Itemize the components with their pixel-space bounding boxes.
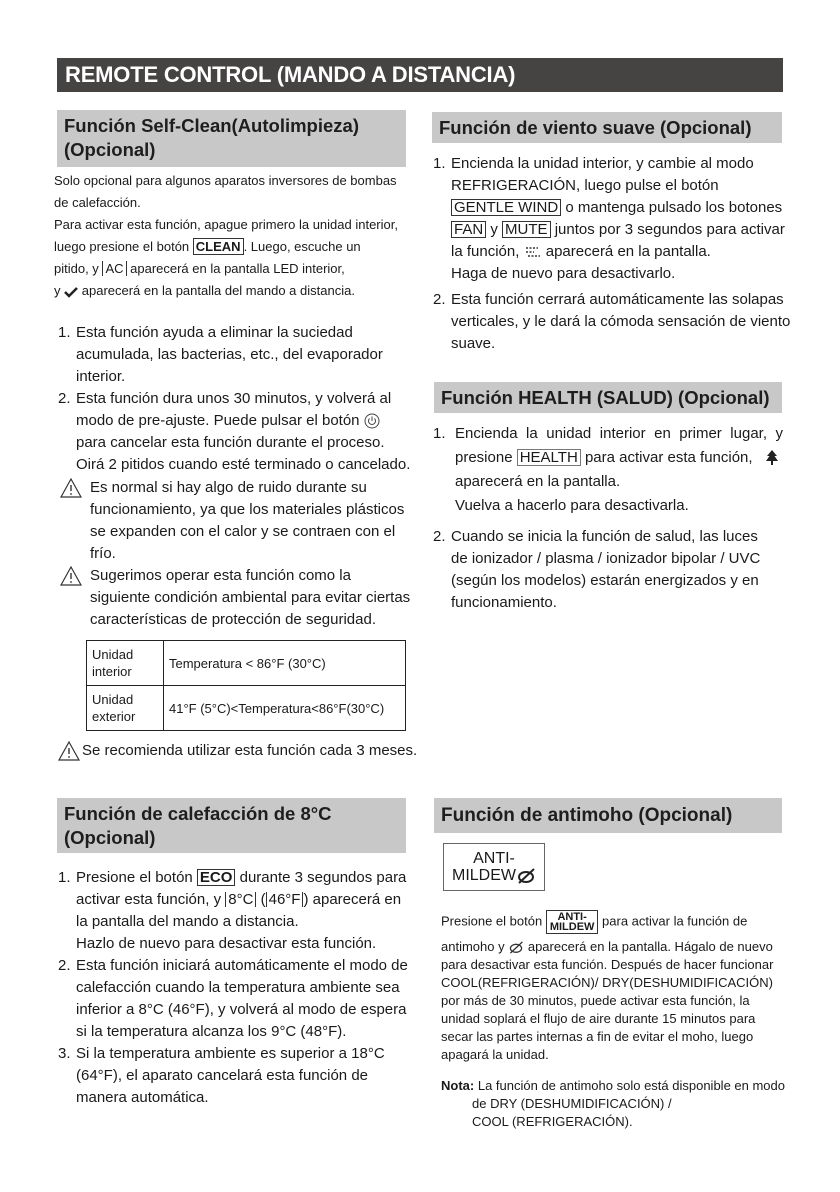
anti-mildew-badge: ANTI- MILDEW bbox=[443, 843, 545, 891]
gentle-wind-button-label: GENTLE WIND bbox=[451, 199, 561, 216]
table-cell-label: Unidad interior bbox=[87, 641, 164, 686]
list-item: 2. Cuando se inicia la función de salud, las luces de ionizador / plasma / ionizador bipolar / UVC (según los modelos) estarán energizados y en funcionamiento. bbox=[433, 528, 761, 611]
self-clean-subtitle: (Opcional) bbox=[64, 139, 156, 160]
list-item: 1. Encienda la unidad interior en primer lugar, y presione HEALTH para activar esta función, aparecerá en la pantalla. Vuelva a hacerlo para desactivarla. bbox=[433, 425, 783, 514]
page-banner: REMOTE CONTROL (MANDO A DISTANCIA) bbox=[57, 58, 783, 92]
conditions-table bbox=[86, 640, 406, 731]
list-item: 3. Si la temperatura ambiente es superior a 18°C (64°F), el aparato cancelará esta función de manera automática. bbox=[58, 1045, 385, 1106]
gentle-wind-icon bbox=[524, 245, 542, 259]
warning-note: Sugerimos operar esta función como la siguiente condición ambiental para evitar ciertas características de protección de seguridad. bbox=[58, 565, 418, 631]
list-item: 2. Esta función cerrará automáticamente las solapas verticales, y le dará la cómoda sensación de viento suave. bbox=[433, 291, 791, 352]
display-8c-icon: 8°C bbox=[225, 892, 256, 907]
eco-button-label: ECO bbox=[197, 869, 236, 886]
table-row bbox=[87, 641, 406, 686]
power-icon bbox=[364, 413, 380, 429]
antimildew-description: Presione el botón ANTI- MILDEW para activar la función de antimoho y aparecerá en la pantalla. Hágalo de nuevo para desactivar esta función. Después de hacer funcionar COOL(REFRIGERACIÓN)/ DRY(DESHUMIDIFICACIÓN) por más de 30 minutos, puede activar esta función, la unidad soplará el flujo de aire durante 15 minutos para secar las partes internas a fin de evitar el moho, luego apagará la unidad. bbox=[441, 911, 774, 1062]
self-clean-final-warning: Se recomienda utilizar esta función cada 3 meses. bbox=[58, 740, 418, 762]
heat8-steps bbox=[58, 867, 418, 1109]
health-button-label: HEALTH bbox=[517, 449, 581, 466]
health-steps bbox=[433, 422, 783, 614]
tree-icon bbox=[765, 450, 779, 466]
list-item: 1. Encienda la unidad interior, y cambie al modo REFRIGERACIÓN, luego pulse el botón GENTLE WIND o mantenga pulsado los botones FAN y MUTE juntos por 3 segundos para activar la función, aparecerá en la pantalla. Haga de nuevo para desactivarlo. bbox=[433, 155, 785, 282]
warning-icon bbox=[58, 741, 80, 761]
warning-icon bbox=[60, 478, 82, 498]
antimildew-header: Función de antimoho (Opcional) bbox=[434, 798, 782, 833]
heat8-header: Función de calefacción de 8°C (Opcional) bbox=[57, 798, 406, 853]
list-item: 2. Esta función dura unos 30 minutos, y volverá al modo de pre-ajuste. Puede pulsar el botón para cancelar esta función durante el proceso. Oirá 2 pitidos cuando esté terminado o cancelado. bbox=[58, 390, 411, 473]
antimildew-note: Nota: La función de antimoho solo está disponible en modo de DRY (DESHUMIDIFICACIÓN) / COOL (REFRIGERACIÓN). bbox=[441, 1078, 786, 1129]
warning-icon bbox=[60, 566, 82, 586]
note-label: Nota: bbox=[441, 1078, 475, 1093]
list-item: 1. Presione el botón ECO durante 3 segundos para activar esta función, y 8°C ( 46°F ) aparecerá en la pantalla del mando a distancia. Hazlo de nuevo para desactivar esta función. bbox=[58, 869, 407, 952]
table-cell-value: 41°F (5°C)<Temperatura<86°F(30°C) bbox=[164, 686, 406, 731]
gentle-wind-steps bbox=[433, 153, 803, 355]
mute-button-label: MUTE bbox=[502, 221, 551, 238]
self-clean-warnings bbox=[58, 477, 418, 631]
health-header: Función HEALTH (SALUD) (Opcional) bbox=[434, 382, 782, 413]
gentle-wind-header: Función de viento suave (Opcional) bbox=[432, 112, 782, 143]
fan-button-label: FAN bbox=[451, 221, 486, 238]
list-item: 2. Esta función iniciará automáticamente el modo de calefacción cuando la temperatura ambiente sea inferior a 8°C (46°F), y volverá al modo de espera si la temperatura alcanza los 9°C (48°F). bbox=[58, 957, 408, 1040]
mildew-icon bbox=[508, 941, 524, 954]
table-row bbox=[87, 686, 406, 731]
mildew-icon bbox=[516, 868, 536, 884]
display-46f-icon: 46°F bbox=[266, 892, 304, 907]
check-brush-icon bbox=[64, 286, 78, 298]
ac-display-icon: AC bbox=[102, 261, 126, 276]
self-clean-steps bbox=[58, 322, 418, 476]
anti-mildew-button-label: ANTI- MILDEW bbox=[546, 910, 599, 934]
self-clean-header bbox=[57, 110, 406, 167]
self-clean-intro: Solo opcional para algunos aparatos inversores de bombas de calefacción. Para activar esta función, apague primero la unidad interior, luego presione el botón CLEAN . Luego, escuche un pitido, y AC aparecerá en la pantalla LED interior, y aparecerá en la pantalla del mando a distancia. bbox=[54, 173, 398, 298]
list-item: 1. Esta función ayuda a eliminar la suciedad acumulada, las bacterias, etc., del evaporador interior. bbox=[58, 324, 383, 385]
warning-note: Es normal si hay algo de ruido durante su funcionamiento, ya que los materiales plásticos se expanden con el calor y se contraen con el frío. bbox=[58, 477, 418, 565]
clean-button-label: CLEAN bbox=[193, 238, 244, 255]
table-cell-value: Temperatura < 86°F (30°C) bbox=[164, 641, 406, 686]
self-clean-title: Función Self-Clean(Autolimpieza) bbox=[64, 115, 359, 136]
table-cell-label: Unidad exterior bbox=[87, 686, 164, 731]
